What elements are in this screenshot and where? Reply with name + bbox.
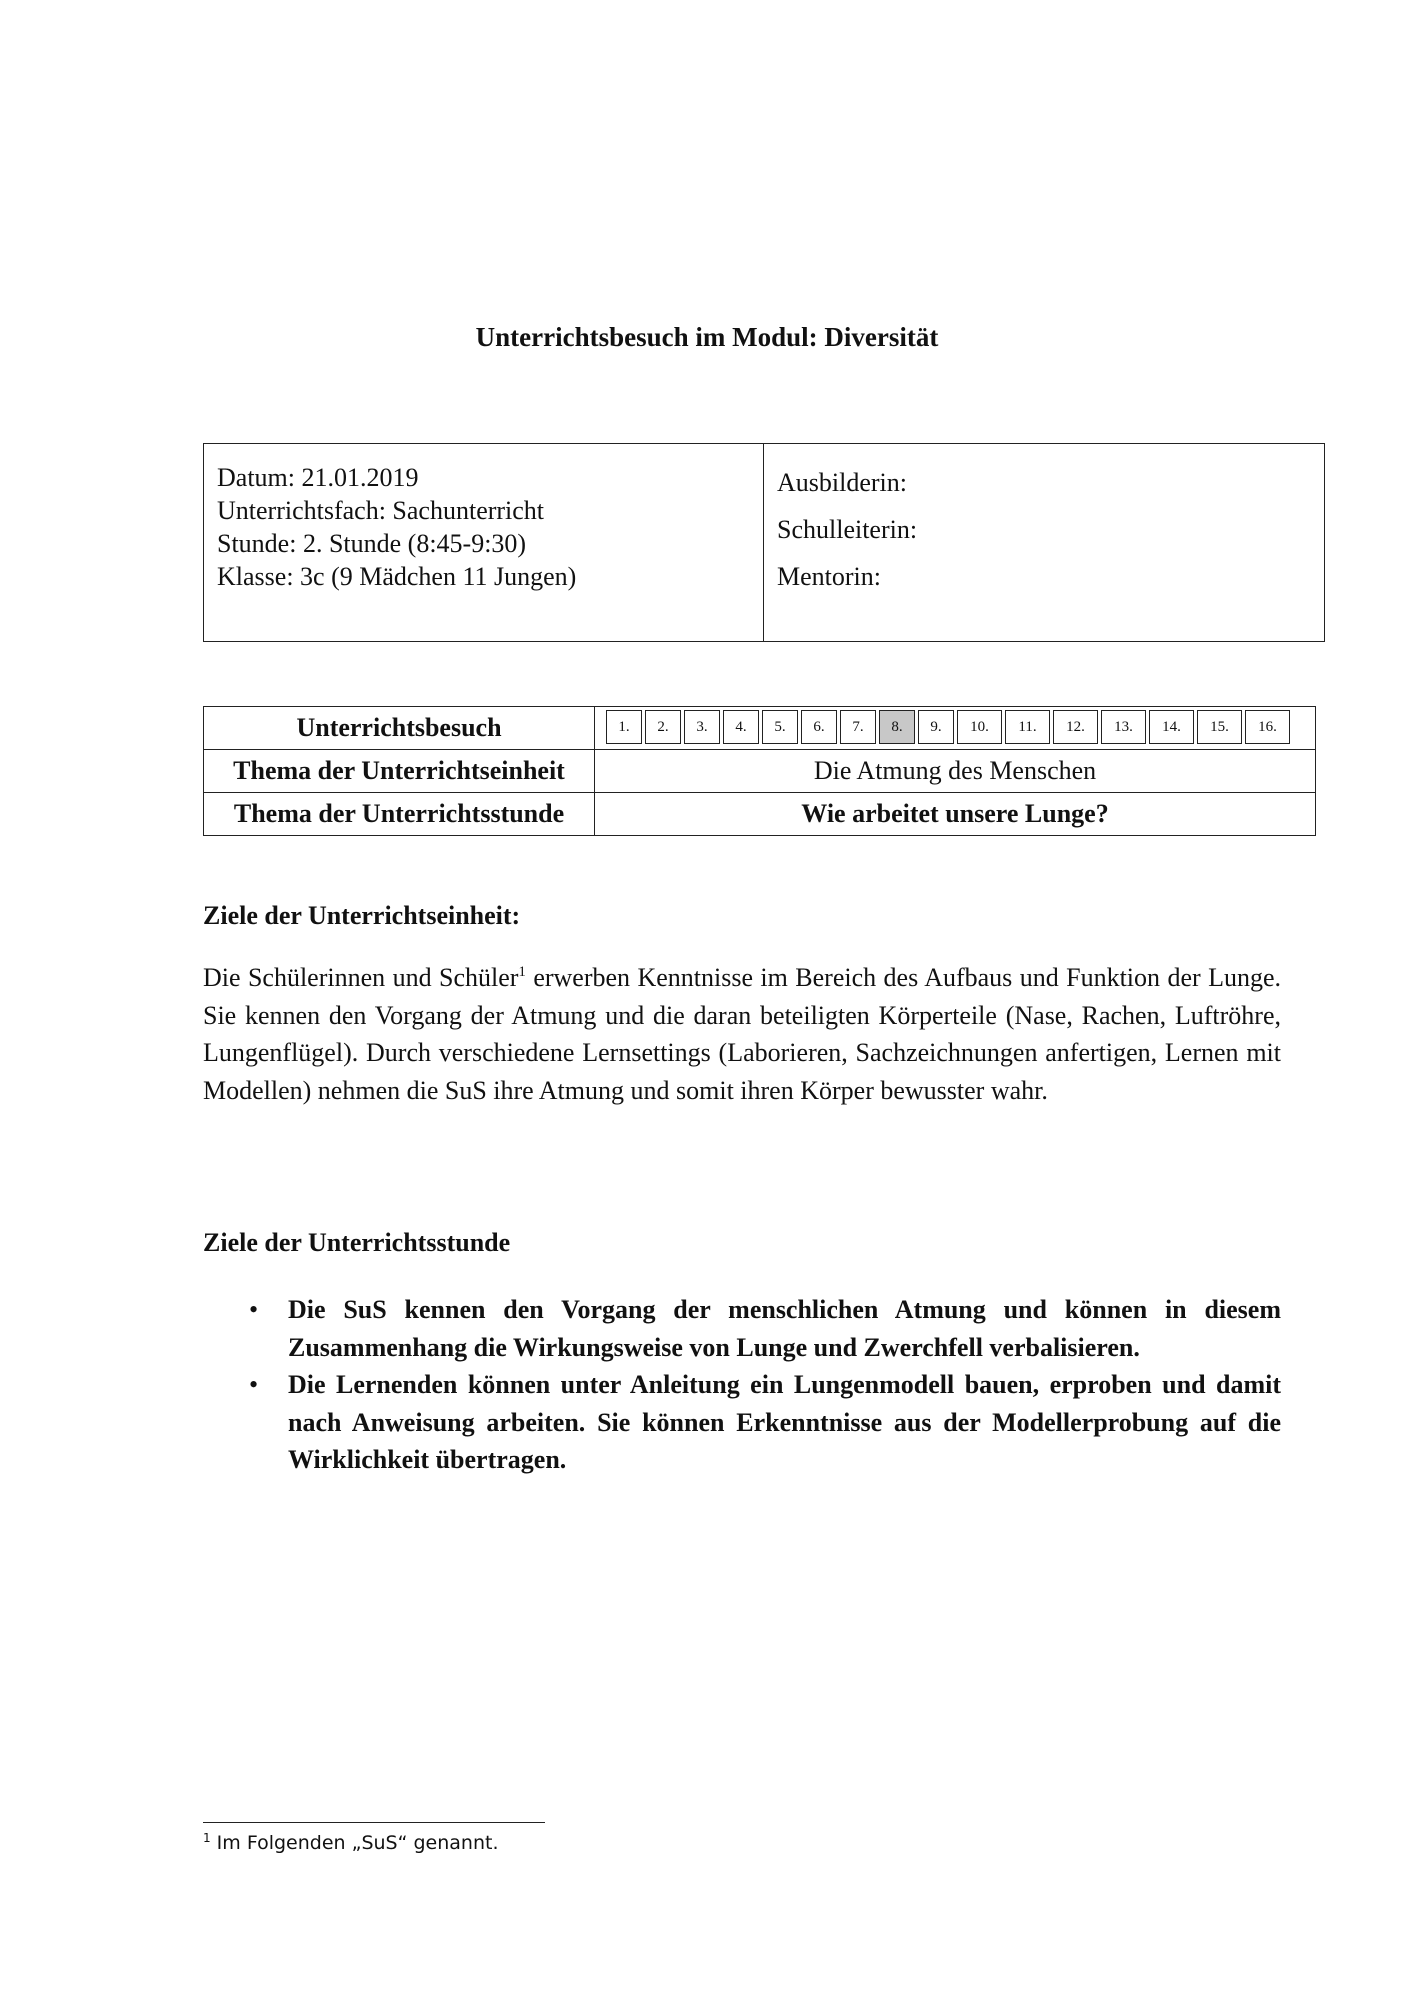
- footnote-reference: 1: [518, 964, 526, 980]
- footnote: [203, 1832, 499, 1854]
- date-line: Datum: 21.01.2019: [217, 463, 419, 492]
- lesson-goals-list: [203, 1291, 1281, 1479]
- unit-topic-label: Thema der Unterrichtseinheit: [204, 750, 595, 793]
- visit-row: [204, 707, 1316, 750]
- lesson-topic-table: [203, 706, 1316, 836]
- visit-number-box: 8.: [879, 710, 915, 744]
- visit-number-cell: [595, 707, 1316, 750]
- visit-number-box: 10.: [957, 710, 1002, 744]
- visit-number-box: 7.: [840, 710, 876, 744]
- lesson-details: [204, 444, 764, 641]
- bullet-icon: •: [249, 1370, 259, 1399]
- visit-number-box: 6.: [801, 710, 837, 744]
- subject-line: Unterrichtsfach: Sachunterricht: [217, 496, 545, 525]
- lesson-topic-row: [204, 793, 1316, 836]
- unit-goals-text: [203, 959, 1281, 1109]
- visit-number-list: [595, 709, 1315, 747]
- mentor-line: Mentorin:: [777, 562, 881, 591]
- unit-goals-heading: Ziele der Unterrichtseinheit:: [203, 901, 521, 930]
- list-item: [203, 1366, 1281, 1479]
- principal-line: Schulleiterin:: [777, 515, 918, 544]
- lesson-topic-value: Wie arbeitet unsere Lunge?: [595, 793, 1316, 836]
- list-item: [203, 1291, 1281, 1366]
- class-line: Klasse: 3c (9 Mädchen 11 Jungen): [217, 562, 577, 591]
- visit-number-box: 2.: [645, 710, 681, 744]
- footnote-mark: 1: [203, 1831, 211, 1845]
- visit-number-box: 14.: [1149, 710, 1194, 744]
- visit-number-box: 16.: [1245, 710, 1290, 744]
- visit-label: Unterrichtsbesuch: [204, 707, 595, 750]
- footnote-text: Im Folgenden „SuS“ genannt.: [210, 1832, 499, 1854]
- visit-number-box: 1.: [606, 710, 642, 744]
- goal-text: Die Lernenden können unter Anleitung ein Lungenmodell bauen, erproben und damit nach Anweisung arbeiten. Sie können Erkenntnisse aus der Modellerprobung auf die Wirklichkeit übertragen.: [288, 1370, 1281, 1474]
- goal-text: Die SuS kennen den Vorgang der menschlichen Atmung und können in diesem Zusammenhang die Wirkungsweise von Lunge und Zwerchfell verbalisieren.: [288, 1295, 1281, 1362]
- footnote-divider: [203, 1822, 545, 1823]
- page-title: Unterrichtsbesuch im Modul: Diversität: [475, 322, 939, 352]
- visit-number-box: 4.: [723, 710, 759, 744]
- visit-number-box: 15.: [1197, 710, 1242, 744]
- lesson-goals-heading: Ziele der Unterrichtsstunde: [203, 1228, 511, 1257]
- unit-goals-text-start: Die Schülerinnen und Schüler: [203, 963, 519, 992]
- supervisor-details: [764, 444, 1324, 641]
- unit-topic-row: [204, 750, 1316, 793]
- bullet-icon: •: [249, 1295, 259, 1324]
- visit-number-box: 11.: [1005, 710, 1050, 744]
- lesson-topic-label: Thema der Unterrichtsstunde: [204, 793, 595, 836]
- period-line: Stunde: 2. Stunde (8:45-9:30): [217, 529, 527, 558]
- trainer-line: Ausbilderin:: [777, 468, 907, 497]
- lesson-info-box: [203, 443, 1325, 642]
- visit-number-box: 13.: [1101, 710, 1146, 744]
- visit-number-box: 12.: [1053, 710, 1098, 744]
- unit-goals-text-rest: erwerben Kenntnisse im Bereich des Aufbaus und Funktion der Lunge. Sie kennen den Vorgang der Atmung und die daran beteiligten Körperteile (Nase, Rachen, Luftröhre, Lungenflügel). Durch verschiedene Lernsettings (Laborieren, Sachzeichnungen anfertigen, Lernen mit Modellen) nehmen die SuS ihre Atmung und somit ihren Körper bewusster wahr.: [203, 963, 1281, 1105]
- unit-topic-value: Die Atmung des Menschen: [595, 750, 1316, 793]
- visit-number-box: 9.: [918, 710, 954, 744]
- visit-number-box: 5.: [762, 710, 798, 744]
- visit-number-box: 3.: [684, 710, 720, 744]
